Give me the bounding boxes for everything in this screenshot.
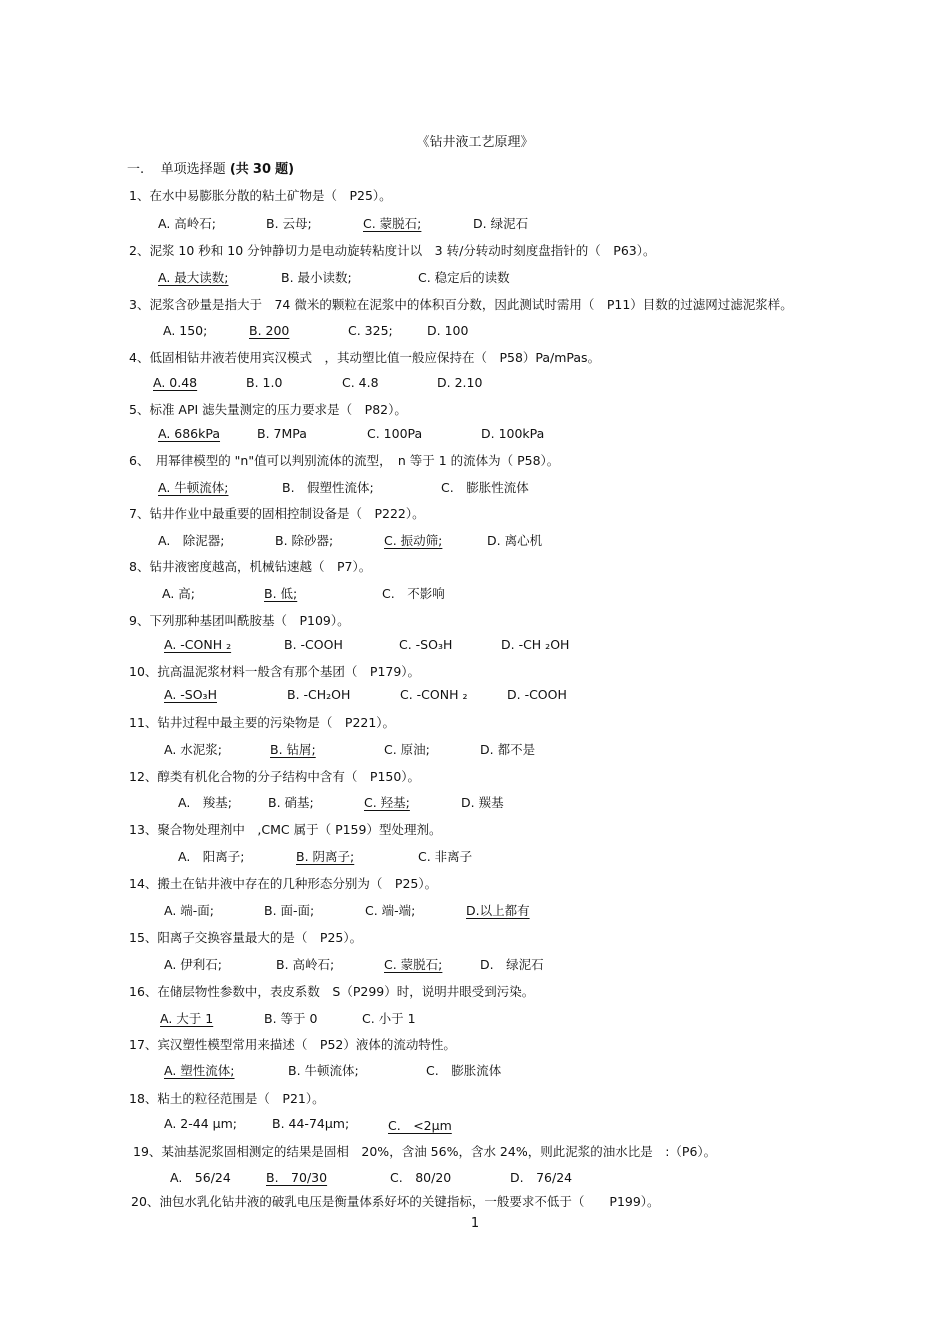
q4-option-a: A. 0.48 bbox=[153, 375, 198, 390]
q4-option-d: D. 2.10 bbox=[437, 375, 483, 390]
question-3: 3、泥浆含砂量是指大于 74 微米的颗粒在泥浆中的体积百分数，因此测试时需用（ P11）目数的过滤网过滤泥浆样。 bbox=[129, 297, 793, 312]
question-7: 7、钻井作业中最重要的固相控制设备是（ P222）。 bbox=[129, 506, 425, 521]
q14-option-b: B. 面-面; bbox=[264, 903, 315, 918]
q19-option-b: B. 70/30 bbox=[266, 1170, 328, 1185]
q3-option-a: A. 150; bbox=[163, 323, 208, 338]
q7-option-d: D. 离心机 bbox=[487, 533, 543, 548]
q15-option-c: C. 蒙脱石; bbox=[384, 957, 443, 972]
q2-option-a: A. 最大读数; bbox=[158, 270, 229, 285]
document-title: 《钻井液工艺原理》 bbox=[416, 135, 534, 150]
q18-option-a: A. 2-44 μm; bbox=[164, 1116, 237, 1131]
q15-option-b: B. 高岭石; bbox=[276, 957, 335, 972]
q16-option-b: B. 等于 0 bbox=[264, 1011, 318, 1026]
q12-option-a: A. 羧基; bbox=[178, 795, 233, 810]
q5-option-c: C. 100Pa bbox=[367, 426, 423, 441]
q14-option-c: C. 端-端; bbox=[365, 903, 416, 918]
q11-option-a: A. 水泥浆; bbox=[164, 742, 222, 757]
q17-option-b: B. 牛顿流体; bbox=[288, 1063, 359, 1078]
q13-option-a: A. 阳离子; bbox=[178, 849, 245, 864]
q19-option-d: D. 76/24 bbox=[510, 1170, 573, 1185]
section-prefix: 一. bbox=[127, 162, 145, 177]
section-count-close: 题) bbox=[275, 162, 295, 177]
question-5: 5、标准 API 滤失量测定的压力要求是（ P82）。 bbox=[129, 402, 407, 417]
q4-option-b: B. 1.0 bbox=[246, 375, 283, 390]
q8-option-c: C. 不影响 bbox=[382, 586, 445, 601]
q11-option-c: C. 原油; bbox=[384, 742, 430, 757]
q18-option-c: C. <2μm bbox=[388, 1118, 452, 1133]
q4-option-c: C. 4.8 bbox=[342, 375, 379, 390]
q10-option-d: D. -COOH bbox=[507, 687, 567, 702]
question-17: 17、宾汉塑性模型常用来描述（ P52）液体的流动特性。 bbox=[129, 1037, 456, 1052]
q17-option-c: C. 膨胀流体 bbox=[426, 1063, 502, 1078]
question-8: 8、钻井液密度越高，机械钻速越（ P7）。 bbox=[129, 559, 372, 574]
question-6: 6、 用幂律模型的 "n"值可以判别流体的流型， n 等于 1 的流体为（ P58）。 bbox=[129, 453, 560, 468]
q10-option-c: C. -CONH ₂ bbox=[400, 687, 468, 702]
q3-option-b: B. 200 bbox=[249, 323, 290, 338]
q1-option-a: A. 高岭石; bbox=[158, 216, 216, 231]
q12-option-b: B. 硝基; bbox=[268, 795, 314, 810]
section-count-num: 30 bbox=[252, 162, 272, 177]
question-19: 19、某油基泥浆固相测定的结果是固相 20%，含油 56%，含水 24%，则此泥浆的油水比是 :（P6）。 bbox=[133, 1144, 717, 1159]
section-count-open: (共 bbox=[229, 162, 249, 177]
q8-option-b: B. 低; bbox=[264, 586, 298, 601]
q14-option-a: A. 端-面; bbox=[164, 903, 215, 918]
q2-option-c: C. 稳定后的读数 bbox=[418, 270, 510, 285]
q9-option-a: A. -CONH ₂ bbox=[164, 637, 232, 652]
q6-option-a: A. 牛顿流体; bbox=[158, 480, 229, 495]
q12-option-d: D. 羰基 bbox=[461, 795, 504, 810]
q1-option-c: C. 蒙脱石; bbox=[363, 216, 422, 231]
question-1: 1、在水中易膨胀分散的粘土矿物是（ P25）。 bbox=[129, 188, 392, 203]
q1-option-d: D. 绿泥石 bbox=[473, 216, 529, 231]
q3-option-d: D. 100 bbox=[427, 323, 469, 338]
section-heading bbox=[127, 158, 294, 177]
q10-option-a: A. -SO₃H bbox=[164, 687, 217, 702]
q15-option-a: A. 伊利石; bbox=[164, 957, 222, 972]
q16-option-a: A. 大于 1 bbox=[160, 1011, 214, 1026]
page-number: 1 bbox=[470, 1216, 480, 1231]
q9-option-d: D. -CH ₂OH bbox=[501, 637, 570, 652]
q5-option-b: B. 7MPa bbox=[257, 426, 307, 441]
q7-option-b: B. 除砂器; bbox=[275, 533, 334, 548]
q18-option-b: B. 44-74μm; bbox=[272, 1116, 350, 1131]
q6-option-b: B. 假塑性流体; bbox=[282, 480, 374, 495]
q13-option-b: B. 阴离子; bbox=[296, 849, 355, 864]
q14-option-d: D.以上都有 bbox=[466, 903, 530, 918]
question-2: 2、泥浆 10 秒和 10 分钟静切力是电动旋转粘度计以 3 转/分转动时刻度盘指针的（ P63）。 bbox=[129, 243, 656, 258]
q1-option-b: B. 云母; bbox=[266, 216, 312, 231]
q10-option-b: B. -CH₂OH bbox=[287, 687, 351, 702]
question-9: 9、下列那种基团叫酰胺基（ P109）。 bbox=[129, 613, 350, 628]
q3-option-c: C. 325; bbox=[348, 323, 393, 338]
q15-option-d: D. 绿泥石 bbox=[480, 957, 544, 972]
question-12: 12、醇类有机化合物的分子结构中含有（ P150）。 bbox=[129, 769, 421, 784]
section-label: 单项选择题 bbox=[160, 162, 226, 177]
q11-option-b: B. 钻屑; bbox=[270, 742, 316, 757]
q11-option-d: D. 都不是 bbox=[480, 742, 536, 757]
question-11: 11、钻井过程中最主要的污染物是（ P221）。 bbox=[129, 715, 396, 730]
q9-option-c: C. -SO₃H bbox=[399, 637, 453, 652]
q19-option-c: C. 80/20 bbox=[390, 1170, 452, 1185]
q9-option-b: B. -COOH bbox=[284, 637, 343, 652]
question-13: 13、聚合物处理剂中 ,CMC 属于（ P159）型处理剂。 bbox=[129, 822, 442, 837]
question-15: 15、阳离子交换容量最大的是（ P25）。 bbox=[129, 930, 363, 945]
q5-option-d: D. 100kPa bbox=[481, 426, 545, 441]
q7-option-c: C. 振动筛; bbox=[384, 533, 443, 548]
question-14: 14、搬土在钻井液中存在的几种形态分别为（ P25）。 bbox=[129, 876, 438, 891]
q17-option-a: A. 塑性流体; bbox=[164, 1063, 235, 1078]
question-18: 18、粘土的粒径范围是（ P21）。 bbox=[129, 1091, 325, 1106]
q19-option-a: A. 56/24 bbox=[170, 1170, 231, 1185]
question-10: 10、抗高温泥浆材料一般含有那个基团（ P179）。 bbox=[129, 664, 421, 679]
question-16: 16、在储层物性参数中，表皮系数 S（P299）时，说明井眼受到污染。 bbox=[129, 984, 535, 999]
q8-option-a: A. 高; bbox=[162, 586, 195, 601]
q12-option-c: C. 羟基; bbox=[364, 795, 410, 810]
q7-option-a: A. 除泥器; bbox=[158, 533, 225, 548]
q5-option-a: A. 686kPa bbox=[158, 426, 221, 441]
q6-option-c: C. 膨胀性流体 bbox=[441, 480, 529, 495]
question-20: 20、油包水乳化钻井液的破乳电压是衡量体系好坏的关键指标，一般要求不低于（ P199）。 bbox=[131, 1194, 660, 1209]
q16-option-c: C. 小于 1 bbox=[362, 1011, 416, 1026]
question-4: 4、低固相钻井液若使用宾汉模式 ，其动塑比值一般应保持在（ P58）Pa/mPas。 bbox=[129, 350, 601, 365]
q13-option-c: C. 非离子 bbox=[418, 849, 473, 864]
q2-option-b: B. 最小读数; bbox=[281, 270, 352, 285]
